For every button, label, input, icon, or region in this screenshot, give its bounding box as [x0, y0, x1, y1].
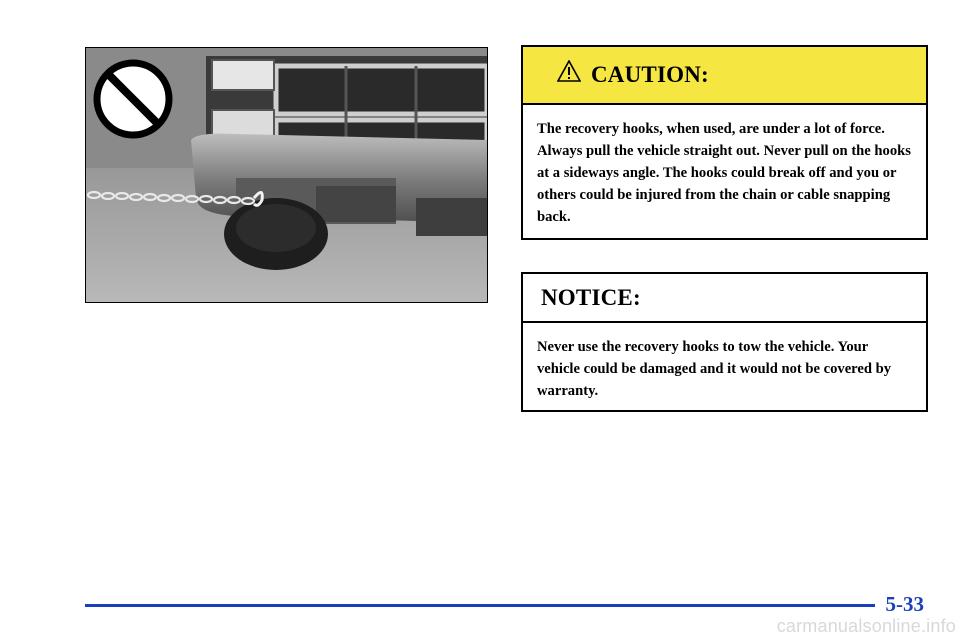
notice-header	[523, 274, 926, 323]
recovery-hook-photo	[85, 47, 488, 303]
prohibition-icon	[97, 63, 169, 135]
truck-bumper-illustration	[86, 48, 487, 302]
notice-box	[521, 272, 928, 412]
caution-text: The recovery hooks, when used, are under a lot of force. Always pull the vehicle straight out. Never pull on the hooks at a sideways angle. The hooks could break off and you or others could be injured from the chain or cable snapping back.	[537, 121, 911, 225]
caution-title: CAUTION:	[591, 62, 709, 87]
caution-header	[523, 47, 926, 105]
notice-title: NOTICE:	[541, 284, 641, 310]
notice-text: Never use the recovery hooks to tow the vehicle. Your vehicle could be damaged and it would not be covered by warranty.	[537, 339, 892, 399]
warning-triangle-icon	[557, 60, 581, 82]
page-number: 5-33	[885, 592, 924, 616]
caution-box	[521, 45, 928, 240]
footer-divider	[85, 604, 875, 607]
site-watermark: carmanualsonline.info	[776, 616, 956, 636]
